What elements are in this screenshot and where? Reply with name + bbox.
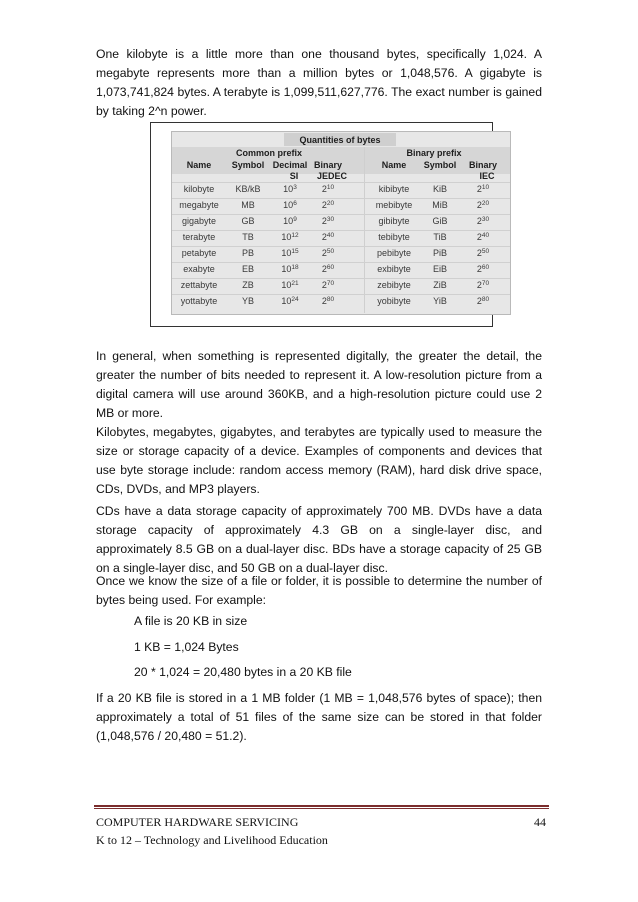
cell-name: yottabyte xyxy=(180,296,218,306)
cell-symbol: YB xyxy=(241,296,255,306)
cell-iec: $2^{80}$ xyxy=(476,296,490,306)
paragraph-digital-detail: In general, when something is represented digitally, the greater the detail, the greater the number of bits needed to represent it. A low-resolution picture from a digital camera will use around 360KB, and a high-resolution picture could use 2 MB or more. xyxy=(96,349,542,420)
group-common-prefix: Common prefix xyxy=(235,148,303,158)
table-row-divider xyxy=(172,214,510,215)
cell-name: exabyte xyxy=(183,264,215,274)
header-binary-symbol: Symbol xyxy=(423,160,457,170)
cell-decimal: $10^3$ xyxy=(283,184,297,194)
footer-rule xyxy=(94,805,549,807)
cell-binary-symbol: PiB xyxy=(432,248,448,258)
cell-iec: $2^{70}$ xyxy=(476,280,490,290)
cell-binary-symbol: TiB xyxy=(433,232,447,242)
cell-decimal: $10^{24}$ xyxy=(281,296,299,306)
cell-iec: $2^{30}$ xyxy=(476,216,490,226)
header-binary-name: Name xyxy=(381,160,407,170)
cell-binary-name: gibibyte xyxy=(378,216,410,226)
header-decimal: Decimal xyxy=(272,160,308,170)
table-row-divider xyxy=(172,294,510,295)
cell-binary: $2^{30}$ xyxy=(321,216,335,226)
table-row-divider xyxy=(172,246,510,247)
paragraph-determine-bytes: Once we know the size of a file or folder, it is possible to determine the number of bytes being used. For example: xyxy=(96,574,542,607)
cell-iec: $2^{40}$ xyxy=(476,232,490,242)
paragraph-disc-capacity: CDs have a data storage capacity of approximately 700 MB. DVDs have a data storage capacity of approximately 4.3 GB on a single-layer disc, and approximately 8.5 GB on a dual-layer disc. BDs have a storage capacity of 25 GB on a single-layer disc, and 50 GB on a dual-layer disc. xyxy=(96,504,542,575)
subheader-decimal: SI xyxy=(289,171,299,181)
cell-iec: $2^{10}$ xyxy=(476,184,490,194)
table-row-divider xyxy=(172,278,510,279)
cell-symbol: PB xyxy=(241,248,255,258)
example-line-1: A file is 20 KB in size xyxy=(134,614,248,628)
footer-rule-thin xyxy=(94,808,549,809)
cell-binary-symbol: GiB xyxy=(432,216,448,226)
cell-decimal: $10^6$ xyxy=(283,200,297,210)
group-binary-prefix: Binary prefix xyxy=(406,148,462,158)
cell-binary-name: mebibyte xyxy=(375,200,413,210)
example-line-3: 20 * 1,024 = 20,480 bytes in a 20 KB file xyxy=(134,665,352,679)
footer-program: K to 12 – Technology and Livelihood Education xyxy=(96,833,328,847)
cell-binary-symbol: MiB xyxy=(432,200,448,210)
cell-symbol: GB xyxy=(241,216,255,226)
example-line-2: 1 KB = 1,024 Bytes xyxy=(134,640,239,654)
cell-name: kilobyte xyxy=(183,184,215,194)
footer-course-title: COMPUTER HARDWARE SERVICING xyxy=(96,815,299,829)
table-row-divider xyxy=(172,182,510,183)
paragraph-byte-sizes: One kilobyte is a little more than one thousand bytes, specifically 1,024. A megabyte represents more than a million bytes or 1,048,576. A gigabyte is 1,073,741,824 bytes. A terabyte is 1,099,511,627,776. The exact number is gained by taking 2^n power. xyxy=(96,47,542,118)
cell-iec: $2^{60}$ xyxy=(476,264,490,274)
cell-binary: $2^{70}$ xyxy=(321,280,335,290)
cell-binary-name: tebibyte xyxy=(378,232,410,242)
cell-binary-name: yobibyte xyxy=(377,296,411,306)
cell-symbol: EB xyxy=(241,264,255,274)
cell-binary-symbol: ZiB xyxy=(433,280,447,290)
header-symbol: Symbol xyxy=(231,160,265,170)
table-row-divider xyxy=(172,262,510,263)
page-number: 44 xyxy=(534,815,546,829)
header-binary: Binary xyxy=(313,160,343,170)
cell-binary: $2^{20}$ xyxy=(321,200,335,210)
cell-name: terabyte xyxy=(182,232,216,242)
cell-symbol: ZB xyxy=(242,280,254,290)
cell-binary-name: kibibyte xyxy=(378,184,410,194)
paragraph-folder-example: If a 20 KB file is stored in a 1 MB folder (1 MB = 1,048,576 bytes of space); then approximately a total of 51 files of the same size can be stored in that folder (1,048,576 / 20,480 = 51.2). xyxy=(96,691,542,743)
cell-name: megabyte xyxy=(179,200,219,210)
cell-iec: $2^{20}$ xyxy=(476,200,490,210)
cell-binary-symbol: EiB xyxy=(432,264,448,274)
cell-binary: $2^{40}$ xyxy=(321,232,335,242)
cell-binary: $2^{80}$ xyxy=(321,296,335,306)
cell-name: petabyte xyxy=(181,248,217,258)
cell-symbol: MB xyxy=(241,200,255,210)
table-row-divider xyxy=(172,198,510,199)
cell-iec: $2^{50}$ xyxy=(476,248,490,258)
cell-decimal: $10^{21}$ xyxy=(281,280,299,290)
cell-name: zettabyte xyxy=(180,280,218,290)
table-title: Quantities of bytes xyxy=(299,135,381,145)
quantities-of-bytes-table xyxy=(171,131,511,315)
cell-binary: $2^{60}$ xyxy=(321,264,335,274)
cell-symbol: TB xyxy=(242,232,254,242)
cell-binary-name: pebibyte xyxy=(376,248,412,258)
cell-name: gigabyte xyxy=(181,216,217,226)
cell-binary-symbol: YiB xyxy=(433,296,447,306)
cell-binary-symbol: KiB xyxy=(432,184,448,194)
cell-binary: $2^{50}$ xyxy=(321,248,335,258)
subheader-iec: IEC xyxy=(479,171,495,181)
header-name: Name xyxy=(186,160,212,170)
cell-binary-name: zebibyte xyxy=(377,280,411,290)
table-row-divider xyxy=(172,230,510,231)
cell-decimal: $10^{15}$ xyxy=(281,248,299,258)
cell-decimal: $10^{12}$ xyxy=(281,232,299,242)
cell-decimal: $10^9$ xyxy=(283,216,297,226)
paragraph-measure-storage: Kilobytes, megabytes, gigabytes, and terabytes are typically used to measure the size or storage capacity of a device. Examples of components and devices that use byte storage include: random access memory (RAM), hard disk drive space, CDs, DVDs, and MP3 players. xyxy=(96,425,542,496)
cell-decimal: $10^{18}$ xyxy=(281,264,299,274)
header-iec: Binary xyxy=(468,160,498,170)
cell-binary: $2^{10}$ xyxy=(321,184,335,194)
subheader-binary: JEDEC xyxy=(316,171,348,181)
cell-symbol: KB/kB xyxy=(235,184,261,194)
cell-binary-name: exbibyte xyxy=(377,264,411,274)
